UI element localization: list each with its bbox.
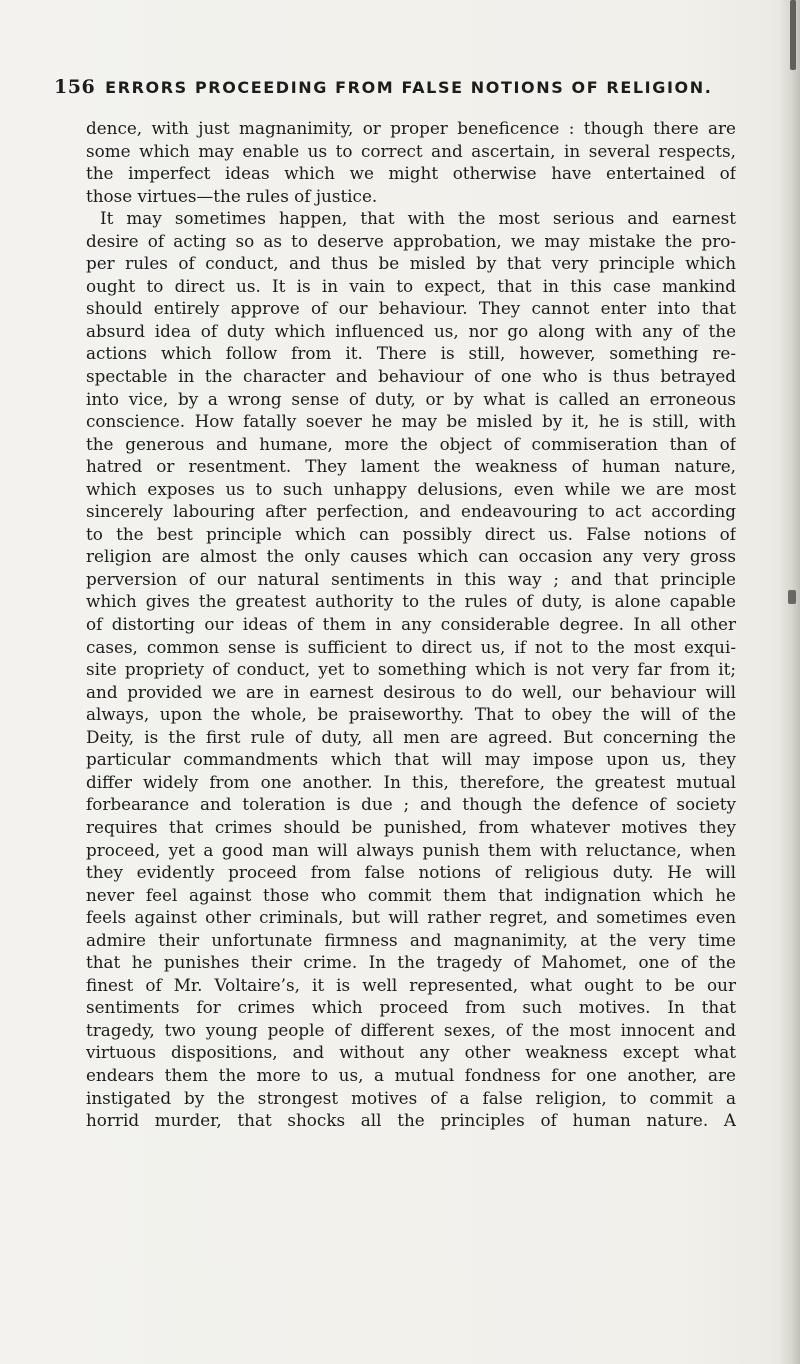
text-line: It may sometimes happen, that with the most serious and earnest [100, 208, 736, 229]
text-line: religion are almost the only causes which can occasion any very gross [86, 546, 736, 567]
text-line: the generous and humane, more the object of commiseration than of [86, 433, 736, 454]
text-line: Deity, is the first rule of duty, all men are agreed. But concerning the [86, 726, 736, 747]
text-line: and provided we are in earnest desirous to do well, our behaviour will [86, 681, 736, 702]
text-line: requires that crimes should be punished, from whatever motives they [86, 816, 736, 837]
running-head [54, 76, 754, 108]
text-line: some which may enable us to correct and ascertain, in several respects, [86, 140, 736, 161]
text-line: forbearance and toleration is due ; and though the defence of society [86, 794, 736, 815]
text-line: ought to direct us. It is in vain to expect, that in this case mankind [86, 275, 736, 296]
text-line: differ widely from one another. In this, therefore, the greatest mutual [86, 771, 736, 792]
text-line: virtuous dispositions, and without any other weakness except what [86, 1042, 736, 1063]
page-edge-mark-middle [788, 590, 796, 604]
text-line: spectable in the character and behaviour of one who is thus betrayed [86, 366, 736, 387]
text-line: feels against other criminals, but will rather regret, and sometimes even [86, 907, 736, 928]
text-line: sincerely labouring after perfection, and endeavouring to act according [86, 501, 736, 522]
text-line: hatred or resentment. They lament the weakness of human nature, [86, 456, 736, 477]
text-line: horrid murder, that shocks all the principles of human nature. A [86, 1110, 736, 1131]
text-line: finest of Mr. Voltaire’s, it is well represented, what ought to be our [86, 974, 736, 995]
page-edge-mark-top [790, 0, 796, 70]
text-line: tragedy, two young people of different sexes, of the most innocent and [86, 1019, 736, 1040]
text-line: always, upon the whole, be praiseworthy. That to obey the will of the [86, 704, 736, 725]
text-line: into vice, by a wrong sense of duty, or by what is called an erroneous [86, 388, 736, 409]
text-line: instigated by the strongest motives of a false religion, to commit a [86, 1087, 736, 1108]
text-line: proceed, yet a good man will always punish them with reluctance, when [86, 839, 736, 860]
text-line: which gives the greatest authority to the rules of duty, is alone capable [86, 591, 736, 612]
text-line: endears them the more to us, a mutual fondness for one another, are [86, 1064, 736, 1085]
text-line: should entirely approve of our behaviour. They cannot enter into that [86, 298, 736, 319]
text-line: the imperfect ideas which we might otherwise have entertained of [86, 163, 736, 184]
running-title: ERRORS PROCEEDING FROM FALSE NOTIONS OF RELIGION. [105, 78, 713, 97]
page-number: 156 [54, 76, 96, 98]
text-line: sentiments for crimes which proceed from such motives. In that [86, 997, 736, 1018]
text-line: never feel against those who commit them that indignation which he [86, 884, 736, 905]
text-line: which exposes us to such unhappy delusions, even while we are most [86, 478, 736, 499]
text-line: actions which follow from it. There is still, however, something re- [86, 343, 736, 364]
text-line: per rules of conduct, and thus be misled by that very principle which [86, 253, 736, 274]
text-line: they evidently proceed from false notions of religious duty. He will [86, 862, 736, 883]
text-line: particular commandments which that will may impose upon us, they [86, 749, 736, 770]
text-line: that he punishes their crime. In the tragedy of Mahomet, one of the [86, 952, 736, 973]
text-line: cases, common sense is sufficient to direct us, if not to the most exqui- [86, 636, 736, 657]
text-line: those virtues—the rules of justice. [86, 185, 378, 206]
text-line: to the best principle which can possibly direct us. False notions of [86, 523, 736, 544]
text-line: of distorting our ideas of them in any considerable degree. In all other [86, 614, 736, 635]
text-line: site propriety of conduct, yet to something which is not very far from it; [86, 659, 736, 680]
text-line: absurd idea of duty which influenced us, nor go along with any of the [86, 320, 736, 341]
text-line: perversion of our natural sentiments in this way ; and that principle [86, 568, 736, 589]
text-line: dence, with just magnanimity, or proper beneficence : though there are [86, 118, 736, 138]
text-line: admire their unfortunate firmness and magnanimity, at the very time [86, 929, 736, 950]
text-line: conscience. How fatally soever he may be misled by it, he is still, with [86, 411, 736, 432]
page-edge-shadow [778, 0, 800, 1364]
body-text [86, 117, 736, 1132]
text-line: desire of acting so as to deserve approbation, we may mistake the pro- [86, 230, 736, 251]
